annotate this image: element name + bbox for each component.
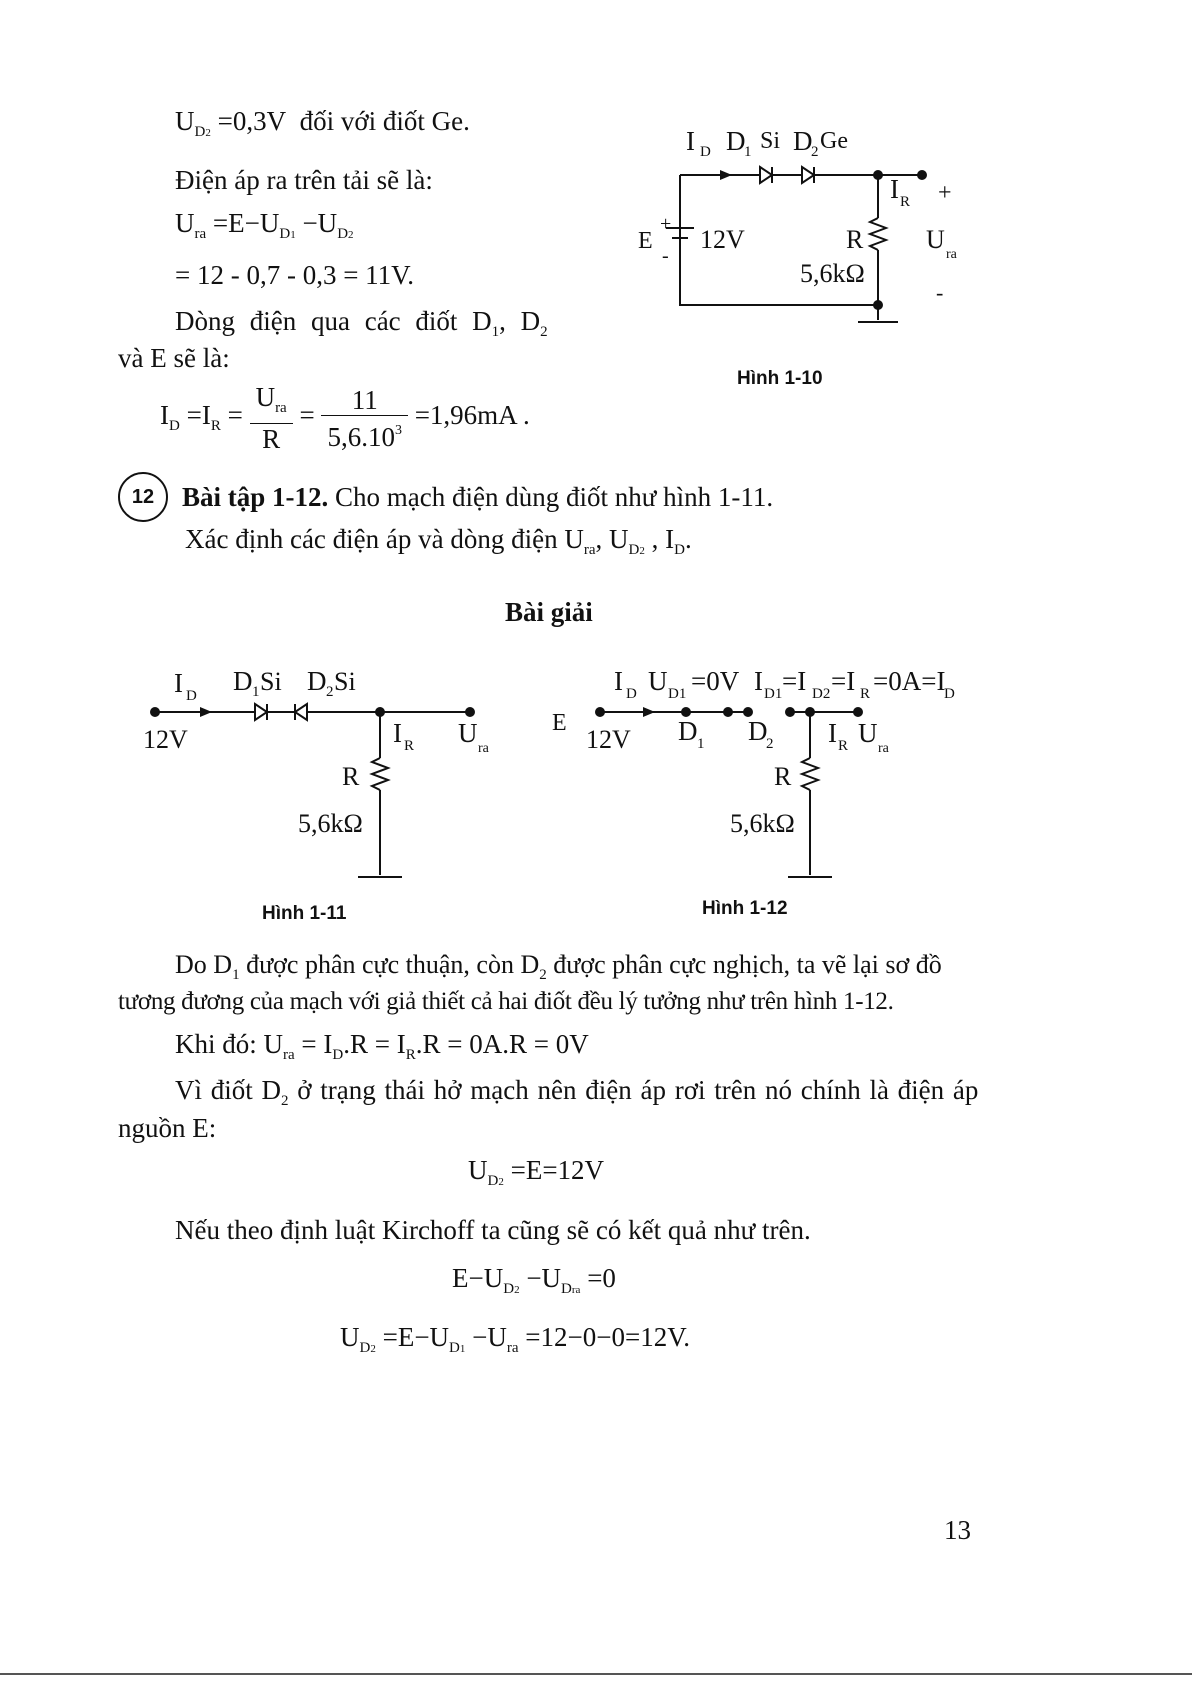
solution-heading: Bài giải xyxy=(505,597,593,627)
svg-text:=I: =I xyxy=(831,666,856,696)
svg-text:Si: Si xyxy=(260,667,282,696)
caption-figure-1-11: Hình 1-11 xyxy=(262,903,347,924)
svg-text:R: R xyxy=(838,738,849,754)
svg-text:I: I xyxy=(754,666,763,696)
svg-text:-: - xyxy=(936,280,944,305)
paragraph-kirchoff: Nếu theo định luật Kirchoff ta cũng sẽ có kết quả như trên. xyxy=(175,1215,811,1245)
svg-text:R: R xyxy=(900,194,911,210)
svg-text:D: D xyxy=(793,126,813,156)
text-and-e: và E sẽ là: xyxy=(118,343,230,373)
circuit-figure-1-12 xyxy=(548,660,978,890)
svg-text:I: I xyxy=(828,718,837,748)
svg-text:12V: 12V xyxy=(143,725,188,754)
svg-text:D2: D2 xyxy=(812,686,831,702)
bottom-rule xyxy=(0,1673,1192,1675)
svg-text:D: D xyxy=(678,716,698,746)
exercise-question: Xác định các điện áp và dòng điện $U_{ra}$, $U_{D2}$ , $I_D$. xyxy=(185,524,692,558)
svg-text:5,6kΩ: 5,6kΩ xyxy=(800,259,865,288)
svg-text:2: 2 xyxy=(811,144,819,160)
caption-figure-1-10: Hình 1-10 xyxy=(737,368,823,389)
svg-text:D: D xyxy=(748,716,768,746)
svg-text:D1: D1 xyxy=(764,686,783,702)
page-number: 13 xyxy=(944,1515,971,1545)
svg-text:U: U xyxy=(648,666,668,696)
circuit-figure-1-10 xyxy=(620,110,980,340)
caption-figure-1-12: Hình 1-12 xyxy=(702,898,788,919)
svg-text:5,6kΩ: 5,6kΩ xyxy=(730,809,795,838)
svg-text:+: + xyxy=(938,180,952,206)
calc-result: = 12 - 0,7 - 0,3 = 11V. xyxy=(175,260,414,290)
svg-text:I: I xyxy=(393,718,402,748)
svg-text:I: I xyxy=(890,174,899,204)
svg-text:I: I xyxy=(614,666,623,696)
svg-text:E: E xyxy=(552,710,567,736)
svg-text:Si: Si xyxy=(760,128,781,154)
svg-text:U: U xyxy=(926,225,945,254)
paragraph-bias-2: tương đương của mạch với giả thiết cả hai điốt đều lý tưởng như trên hình 1-12. xyxy=(118,988,894,1015)
equation-final: $U_{D2} =E-U_{D1} -U_{ra} =12-0-0=12V$. xyxy=(340,1322,690,1356)
svg-text:=I: =I xyxy=(782,666,807,696)
equation-ud2: $U_{D2} =E=12V$ xyxy=(468,1155,605,1189)
exercise-title: Bài tập 1-12. Cho mạch điện dùng điốt như hình 1-11. xyxy=(182,482,774,512)
svg-text:ra: ra xyxy=(478,741,489,756)
svg-text:=0A=I: =0A=I xyxy=(873,666,946,696)
svg-text:D: D xyxy=(944,686,955,702)
svg-text:R: R xyxy=(342,762,360,791)
svg-text:D: D xyxy=(726,126,746,156)
svg-text:R: R xyxy=(774,762,792,791)
exercise-number-badge: 12 xyxy=(118,472,168,522)
svg-text:1: 1 xyxy=(697,736,705,752)
svg-text:R: R xyxy=(860,686,871,702)
svg-text:R: R xyxy=(846,225,864,254)
svg-text:D: D xyxy=(626,686,637,702)
svg-text:1: 1 xyxy=(744,144,752,160)
circuit-figure-1-11 xyxy=(140,660,540,890)
svg-text:ra: ra xyxy=(878,741,889,756)
svg-text:-: - xyxy=(662,245,669,267)
paragraph-source: nguồn E: xyxy=(118,1113,217,1143)
svg-text:D: D xyxy=(233,666,253,696)
paragraph-bias: Do $D_1$ được phân cực thuận, còn $D_2$ được phân cực nghịch, ta vẽ lại sơ đồ xyxy=(175,950,942,983)
svg-text:Si: Si xyxy=(334,667,356,696)
svg-text:12V: 12V xyxy=(700,225,745,254)
svg-text:D: D xyxy=(307,666,327,696)
svg-text:E: E xyxy=(638,228,653,254)
text-current-diodes: Dòng điện qua các điốt $D_1$, $D_2$ xyxy=(175,306,548,340)
svg-text:D1: D1 xyxy=(668,686,687,702)
svg-text:Ge: Ge xyxy=(820,128,848,154)
equation-kirchoff: $E-U_{D2} -U_{Dra} =0$ xyxy=(452,1263,616,1297)
svg-text:D: D xyxy=(700,144,711,160)
svg-text:U: U xyxy=(458,718,478,748)
formula-when: Khi đó: $U_{ra} = I_D.R = I_R.R = 0A.R = 0V$ xyxy=(175,1029,589,1063)
label-id: I xyxy=(686,126,695,156)
svg-text:=0V: =0V xyxy=(691,666,740,696)
text-output-voltage: Điện áp ra trên tải sẽ là: xyxy=(175,165,433,195)
svg-text:D: D xyxy=(186,688,197,704)
formula-ud2-ge: $U_{D2} =0,3V$ đối với điốt Ge. xyxy=(175,106,470,140)
svg-text:2: 2 xyxy=(326,684,334,700)
svg-text:ra: ra xyxy=(946,247,957,262)
svg-text:1: 1 xyxy=(252,684,260,700)
svg-text:R: R xyxy=(404,738,415,754)
paragraph-open-circuit: Vì điốt $D_2$ ở trạng thái hở mạch nên điện áp rơi trên nó chính là điện áp xyxy=(175,1075,979,1109)
svg-text:5,6kΩ: 5,6kΩ xyxy=(298,809,363,838)
formula-ura: $U_{ra} =E-U_{D1} -U_{D2}$ xyxy=(175,208,354,242)
svg-text:U: U xyxy=(858,718,878,748)
svg-text:2: 2 xyxy=(766,736,774,752)
formula-current: $I_D =I_R$ = $\frac{U_{ra}}{R}$ = $\frac{11}{5,6.10^3}$ =1,96mA . xyxy=(160,382,530,454)
svg-text:I: I xyxy=(174,668,183,698)
svg-text:12V: 12V xyxy=(586,725,631,754)
svg-text:+: + xyxy=(660,213,672,235)
